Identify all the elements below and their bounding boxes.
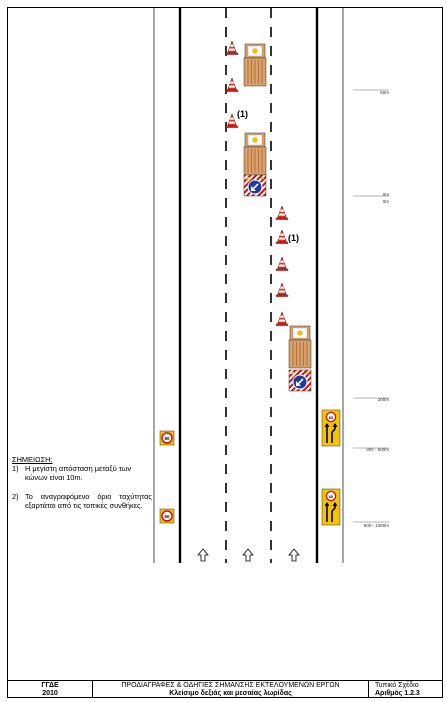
note-number: 2) [12, 492, 19, 501]
right-lane-closure [276, 206, 311, 391]
distance-label-200: 200m [377, 397, 389, 402]
arrow-up-icon [243, 549, 253, 561]
distance-label-mid-a: 0m [382, 192, 389, 197]
middle-lane-closure [226, 41, 266, 196]
cone-icon [226, 41, 238, 55]
speed-limit-value: 60 [164, 514, 170, 519]
roadside-signs [160, 410, 340, 525]
work-vehicle-icon [244, 44, 266, 86]
cone-icon [276, 283, 288, 297]
title-block-ref [369, 681, 442, 698]
distance-label-mid-b: 0m [382, 199, 389, 204]
note-text: Το αναγραφόμενο όριο ταχύτητας εξαρτάται από τις τοπικές συνθήκες. [25, 492, 152, 510]
title-block [8, 680, 442, 698]
org-name: ΓΓΔΕ [41, 681, 59, 689]
lane-direction-arrows [198, 549, 299, 561]
notes-section [12, 455, 152, 510]
distance-marks [353, 90, 389, 528]
notes-header: ΣΗΜΕΙΩΣΗ: [12, 455, 53, 464]
work-vehicle-icon [244, 133, 266, 175]
drawing-subtitle: Κλείσιμο δεξιάς και μεσαίας λωρίδας [169, 689, 292, 697]
cone-note-label: (1) [288, 233, 299, 243]
work-vehicle-icon [289, 326, 311, 368]
distance-label-top: 50m [380, 90, 389, 95]
cone-icon [226, 78, 238, 92]
note-number: 1) [12, 464, 19, 473]
drawing-ref-label: Τυπικό Σχέδιο [375, 681, 419, 689]
drawing-title: ΠΡΟΔΙΑΓΡΑΦΕΣ & ΟΔΗΓΙΕΣ ΣΗΜΑΝΣΗΣ ΕΚΤΕΛΟΥΜΕΝΩΝ ΕΡΓΩΝ [121, 681, 340, 689]
cone-note-label: (1) [237, 109, 248, 119]
note-item [12, 492, 152, 510]
road-edges [154, 8, 343, 563]
arrow-panel-icon [244, 175, 266, 196]
cone-icon [276, 230, 288, 244]
distance-label-300-600: 300 - 600m [366, 447, 389, 452]
title-block-org [8, 681, 93, 698]
speed-limit-value: 60 [328, 495, 334, 499]
note-item [12, 464, 152, 482]
note-text: Η μεγίστη απόσταση μεταξύ των κώνων είναι 10m. [25, 464, 132, 482]
cone-icon [276, 312, 288, 326]
distance-label-600-1000: 600 - 1000m [363, 523, 389, 528]
speed-limit-value: 60 [328, 416, 334, 420]
org-year: 2010 [42, 689, 58, 697]
cone-icon [276, 257, 288, 271]
speed-limit-value: 60 [164, 436, 170, 441]
arrow-panel-icon [289, 370, 311, 391]
drawing-ref-number: Αριθμός 1.2.3 [375, 689, 420, 697]
arrow-up-icon [289, 549, 299, 561]
title-block-title [93, 681, 369, 698]
cone-icon [276, 206, 288, 220]
arrow-up-icon [198, 549, 208, 561]
